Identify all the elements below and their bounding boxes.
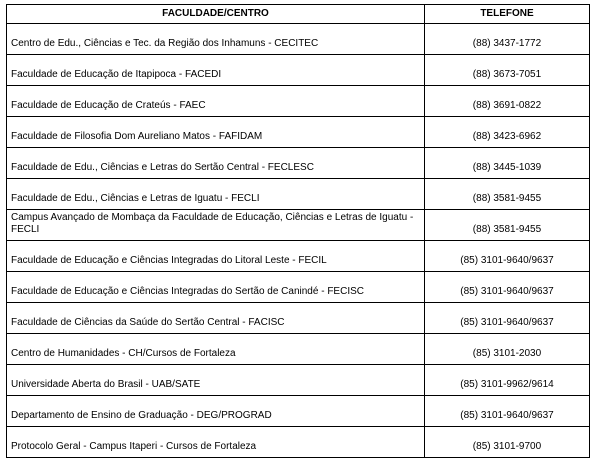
- phone-cell: (85) 3101-9962/9614: [425, 365, 590, 396]
- faculty-name-cell: [7, 148, 425, 179]
- phone-cell: (85) 3101-9640/9637: [425, 272, 590, 303]
- phone-cell: (85) 3101-9640/9637: [425, 241, 590, 272]
- faculty-name-cell: [7, 117, 425, 148]
- table-row: [7, 117, 590, 148]
- faculty-name: Faculdade de Ciências da Saúde do Sertão Central - FACISC: [11, 317, 285, 328]
- phone-cell: (88) 3437-1772: [425, 24, 590, 55]
- faculty-name-cell: [7, 55, 425, 86]
- faculty-name-cell: [7, 334, 425, 365]
- phone-cell: (85) 3101-2030: [425, 334, 590, 365]
- phone-cell: (85) 3101-9640/9637: [425, 303, 590, 334]
- faculty-name: Faculdade de Educação e Ciências Integradas do Litoral Leste - FECIL: [11, 255, 327, 266]
- phone-cell: (85) 3101-9700: [425, 427, 590, 458]
- faculty-name: Faculdade de Educação de Itapipoca - FACEDI: [11, 69, 222, 80]
- faculty-name-cell: [7, 365, 425, 396]
- faculty-name: Faculdade de Edu., Ciências e Letras de Iguatu - FECLI: [11, 193, 260, 204]
- phone-cell: (88) 3691-0822: [425, 86, 590, 117]
- faculty-name-cell: [7, 24, 425, 55]
- phone-cell: (88) 3581-9455: [425, 179, 590, 210]
- phone-cell: (88) 3581-9455: [425, 210, 590, 241]
- faculty-name-cell: [7, 210, 425, 241]
- header-row: [7, 5, 590, 24]
- table-header: [7, 5, 590, 24]
- phone-cell: (88) 3423-6962: [425, 117, 590, 148]
- column-header-faculdade: FACULDADE/CENTRO: [7, 5, 425, 24]
- table-row: [7, 55, 590, 86]
- faculty-name: Universidade Aberta do Brasil - UAB/SATE: [11, 379, 201, 390]
- phone-cell: (85) 3101-9640/9637: [425, 396, 590, 427]
- table-row: [7, 210, 590, 241]
- faculty-name: Faculdade de Educação de Crateús - FAEC: [11, 100, 206, 111]
- table-row: [7, 303, 590, 334]
- table-row: [7, 365, 590, 396]
- phone-cell: (88) 3445-1039: [425, 148, 590, 179]
- table-row: [7, 272, 590, 303]
- faculty-name: Centro de Humanidades - CH/Cursos de Fortaleza: [11, 348, 236, 359]
- table-body: [7, 24, 590, 458]
- faculty-name-cell: [7, 86, 425, 117]
- faculty-name: Departamento de Ensino de Graduação - DEG/PROGRAD: [11, 410, 272, 421]
- table-row: [7, 148, 590, 179]
- table-row: [7, 241, 590, 272]
- table-row: [7, 24, 590, 55]
- faculty-name: Protocolo Geral - Campus Itaperi - Cursos de Fortaleza: [11, 441, 257, 452]
- faculty-name: Faculdade de Filosofia Dom Aureliano Matos - FAFIDAM: [11, 131, 263, 142]
- table-row: [7, 334, 590, 365]
- contacts-sheet: [6, 4, 589, 458]
- faculty-name-cell: [7, 179, 425, 210]
- faculty-name-cell: [7, 396, 425, 427]
- faculty-name: Faculdade de Educação e Ciências Integradas do Sertão de Canindé - FECISC: [11, 286, 364, 297]
- table-row: [7, 427, 590, 458]
- contacts-table: [6, 4, 590, 458]
- faculty-name: Centro de Edu., Ciências e Tec. da Região dos Inhamuns - CECITEC: [11, 38, 319, 49]
- faculty-name: Faculdade de Edu., Ciências e Letras do Sertão Central - FECLESC: [11, 162, 314, 173]
- column-header-telefone: TELEFONE: [425, 5, 590, 24]
- table-row: [7, 86, 590, 117]
- faculty-name-cell: [7, 303, 425, 334]
- table-row: [7, 179, 590, 210]
- faculty-name-cell: [7, 427, 425, 458]
- faculty-name-cell: [7, 241, 425, 272]
- faculty-name: Campus Avançado de Mombaça da Faculdade de Educação, Ciências e Letras de Iguatu - FECLI: [11, 212, 414, 235]
- table-row: [7, 396, 590, 427]
- phone-cell: (88) 3673-7051: [425, 55, 590, 86]
- faculty-name-cell: [7, 272, 425, 303]
